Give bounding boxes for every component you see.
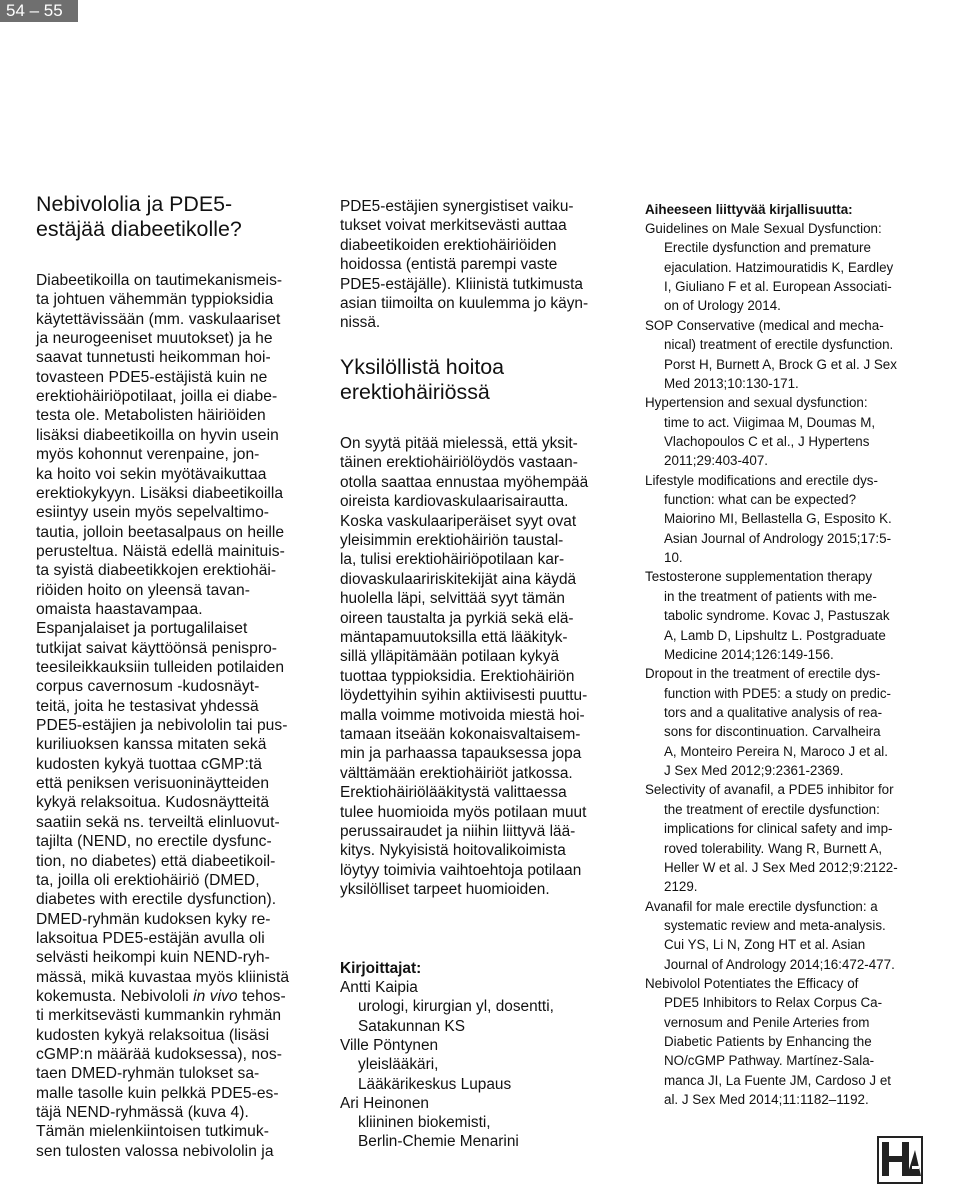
body-text-line: cGMP:n määrää kudoksessa), nos-: [36, 1046, 282, 1063]
body-text-line: tamaan itseään kokonaisvaltaisem-: [340, 726, 581, 743]
body-text-line: tion, no diabetes) että diabeetikoil-: [36, 852, 276, 870]
reference-start: Avanafil for male erectile dysfunction: a: [645, 898, 878, 914]
body-text-line: esiintyy usein myös sepelvaltimo-: [36, 504, 270, 522]
body-text-line: testa ole. Metabolisten häiriöiden: [36, 407, 266, 425]
author-name: Ari Heinonen: [340, 1094, 429, 1112]
reference-line: PDE5 Inhibitors to Relax Corpus Ca-: [664, 995, 883, 1011]
body-text-line: tautia, jolloin beetasalpaus on heille: [36, 523, 285, 541]
reference-line: Asian Journal of Andrology 2015;17:5-: [664, 530, 892, 546]
body-text-line: tukset voivat merkitsevästi auttaa: [340, 217, 567, 235]
reference-line: on of Urology 2014.: [664, 298, 781, 314]
reference-line: tors and a qualitative analysis of rea-: [664, 705, 883, 720]
body-text-line: ja neurogeeniset muutokset) ja he: [36, 330, 273, 348]
reference-line: J Sex Med 2012;9:2361-2369.: [664, 763, 844, 779]
body-text-line: tovasteen PDE5-estäjistä kuin ne: [36, 368, 268, 386]
body-text-line: PDE5-estäjien ja nebivololin tai pus-: [36, 717, 288, 735]
body-text-line: Tämän mielenkiintoisen tutkimuk-: [36, 1123, 269, 1141]
logo-icon: [877, 1136, 923, 1184]
body-text-line: kitys. Nykyisistä hoitovalikoimista: [340, 842, 566, 860]
body-text-line: lisäksi diabeetikoilla on hyvin usein: [36, 426, 279, 444]
body-text-line: Espanjalaiset ja portugalilaiset: [36, 620, 248, 638]
body-text-line: perussairaudet ja niihin liittyvä lää-: [340, 823, 576, 840]
body-text-line: On syytä pitää mielessä, että yksit-: [340, 435, 578, 452]
body-text-line: hoidossa (entistä parempi vaste: [340, 256, 558, 274]
body-text-line: ti merkitsevästi kummankin ryhmän: [36, 1007, 282, 1025]
body-text-line: omaista haastavampaa.: [36, 600, 203, 618]
author-detail: kliininen biokemisti,: [358, 1114, 491, 1132]
reference-line: the treatment of erectile dysfunction:: [664, 801, 880, 817]
body-text-line: asian tiimoilta on kuulemma jo käyn-: [340, 295, 589, 312]
reference-line: 2129.: [664, 879, 698, 895]
body-text-line: huolella läpi, selvittää syyt tämän: [340, 590, 565, 608]
reference-line: Diabetic Patients by Enhancing the: [664, 1034, 872, 1050]
reference-start: Selectivity of avanafil, a PDE5 inhibitor for: [645, 782, 894, 798]
body-text-line: selvästi heikompi kuin NEND-ryh-: [36, 949, 270, 967]
body-text-line: erektiohäiriöpotilaat, joilla ei diabe-: [36, 388, 278, 406]
body-text-line: diovaskulaaririskitekijät aina käydä: [340, 570, 577, 588]
reference-start: Hypertension and sexual dysfunction:: [645, 395, 868, 411]
body-text-line: käytettävissään (mm. vaskulaariset: [36, 310, 281, 328]
body-text-line: kudosten kykyä tuottaa cGMP:tä: [36, 755, 262, 773]
page-number: 54 – 55: [6, 1, 63, 20]
body-text-line: PDE5-estäjien synergistiset vaiku-: [340, 198, 574, 215]
body-text-line: riöiden hoito on yleensä tavan-: [36, 581, 250, 599]
reference-start: Nebivolol Potentiates the Efficacy of: [645, 976, 859, 992]
body-text-line: myös kohonnut verenpaine, jon-: [36, 446, 260, 464]
body-text-line: kykyä relaksoitua. Kudosnäytteitä: [36, 794, 270, 812]
author-detail: Lääkärikeskus Lupaus: [358, 1075, 512, 1093]
reference-line: systematic review and meta-analysis.: [664, 917, 886, 933]
reference-line: Med 2013;10:130-171.: [664, 375, 799, 391]
body-text-line: malla voimme motivoida miestä hoi-: [340, 706, 585, 724]
body-text-line: yleisimmin erektiohäiriön taustal-: [340, 532, 564, 549]
body-text-line: yksilölliset tarpeet huomioiden.: [340, 881, 550, 899]
body-text-line: laksoitua PDE5-estäjän avulla oli: [36, 929, 265, 947]
body-text-line: välttämään erektiohäiriöt jatkossa.: [340, 764, 573, 782]
reference-line: nical) treatment of erectile dysfunction.: [664, 337, 894, 353]
body-text-line: ta syistä diabeetikkojen erektiohäi-: [36, 562, 277, 580]
body-text-line: malle tasolle kuin pelkkä PDE5-es-: [36, 1084, 279, 1102]
reference-line: al. J Sex Med 2014;11:1182–1192.: [664, 1092, 869, 1108]
section-title: erektiohäiriössä: [340, 380, 490, 404]
body-text-line: tuottaa typpioksidia. Erektiohäiriön: [340, 667, 575, 685]
reference-line: 10.: [664, 550, 683, 566]
reference-start: Lifestyle modifications and erectile dys-: [645, 472, 878, 488]
reference-line: I, Giuliano F et al. European Associati-: [664, 279, 892, 295]
body-text-line: min ja parhaassa tapauksessa jopa: [340, 745, 582, 763]
reference-line: implications for clinical safety and imp-: [664, 821, 893, 837]
reference-line: manca JI, La Fuente JM, Cardoso J et: [664, 1072, 892, 1088]
reference-line: Medicine 2014;126:149-156.: [664, 646, 834, 662]
body-text-line: täjä NEND-ryhmässä (kuva 4).: [36, 1104, 249, 1122]
body-text-line: ta, joilla oli erektiohäiriö (DMED,: [36, 871, 260, 889]
reference-line: function: what can be expected?: [664, 492, 857, 508]
publisher-logo: [877, 1136, 923, 1184]
body-text-line: oireista kardiovaskulaarisairautta.: [340, 493, 569, 511]
body-text-line: ta johtuen vähemmän typpioksidia: [36, 291, 274, 309]
body-text-line: sen tulosten valossa nebivololin ja: [36, 1142, 274, 1160]
body-text-line: löytyy toimivia vaihtoehtoja potilaan: [340, 861, 582, 879]
page-number-box: [0, 0, 78, 22]
author-name: Antti Kaipia: [340, 979, 418, 996]
body-text-line: täinen erektiohäiriölöydös vastaan-: [340, 454, 578, 472]
reference-start: Dropout in the treatment of erectile dys-: [645, 666, 881, 682]
body-text-line: tulee huomioida myös potilaan muut: [340, 803, 587, 821]
body-text-line: Diabeetikoilla on tautimekanismeis-: [36, 272, 283, 289]
body-text-line: saatiin sekä ns. terveiltä elinluovut-: [36, 813, 280, 831]
body-text-line: DMED-ryhmän kudoksen kyky re-: [36, 910, 271, 928]
body-text-line: Koska vaskulaariperäiset syyt ovat: [340, 512, 577, 530]
reference-line: A, Monteiro Pereira N, Maroco J et al.: [664, 743, 889, 759]
body-text-line: otolla saattaa ennustaa myöhempää: [340, 473, 589, 491]
body-text-line: ka hoito voi sekin myötävaikuttaa: [36, 465, 267, 483]
body-text-line: taen DMED-ryhmän tulokset sa-: [36, 1065, 260, 1083]
body-text-line: saavat tunnetusti heikomman hoi-: [36, 349, 271, 367]
section-title: Yksilöllistä hoitoa: [340, 355, 505, 379]
body-text-line: erektiokykyyn. Lisäksi diabeetikoilla: [36, 484, 284, 502]
body-text-line: tutkijat saivat käyttöönsä penispro-: [36, 639, 278, 657]
reference-line: 2011;29:403-407.: [664, 453, 768, 469]
body-text-line: teesileikkauksiin tulleiden potilaiden: [36, 659, 285, 676]
reference-line: function with PDE5: a study on predic-: [664, 685, 892, 701]
reference-line: Cui YS, Li N, Zong HT et al. Asian: [664, 937, 866, 953]
body-text-line: löydettyihin syihin aktiivisesti puuttu-: [340, 687, 588, 705]
body-text-line: corpus cavernosum -kudosnäyt-: [36, 678, 260, 696]
body-text-line: tajilta (NEND, no erectile dysfunc-: [36, 833, 272, 851]
reference-line: tabolic syndrome. Kovac J, Pastuszak: [664, 608, 890, 624]
author-name: Ville Pöntynen: [340, 1036, 439, 1054]
reference-line: Journal of Andrology 2014;16:472-477.: [664, 956, 895, 972]
author-detail: yleislääkäri,: [358, 1056, 439, 1074]
body-text-line: oireen taustalta ja pyrkiä sekä elä-: [340, 609, 574, 627]
body-text-line: diabetes with erectile dysfunction).: [36, 891, 277, 909]
body-text-line: teitä, joita he testasivat yhdessä: [36, 697, 259, 715]
body-text-line: perusteltua. Näistä edellä mainituis-: [36, 542, 285, 560]
reference-start: Testosterone supplementation therapy: [645, 569, 873, 585]
reference-line: Vlachopoulos C et al., J Hypertens: [664, 433, 870, 449]
author-detail: Satakunnan KS: [358, 1017, 465, 1035]
author-detail: urologi, kirurgian yl, dosentti,: [358, 998, 554, 1016]
body-text-line: sillä ylläpitämään potilaan kykyä: [340, 648, 560, 666]
reference-line: NO/cGMP Pathway. Martínez-Sala-: [664, 1053, 875, 1069]
body-text-line: että peniksen verisuoninäytteiden: [36, 775, 270, 793]
body-text-line: nissä.: [340, 314, 381, 332]
reference-line: in the treatment of patients with me-: [664, 588, 877, 604]
reference-line: ejaculation. Hatzimouratidis K, Eardley: [664, 259, 894, 275]
body-text-line: diabeetikoiden erektiohäiriöiden: [340, 236, 557, 254]
body-text-line: mäntapamuutoksilla että lääkityk-: [340, 629, 568, 646]
reference-start: Guidelines on Male Sexual Dysfunction:: [645, 221, 882, 236]
author-detail: Berlin-Chemie Menarini: [358, 1133, 519, 1151]
authors-heading: Kirjoittajat:: [340, 960, 422, 977]
reference-start: SOP Conservative (medical and mecha-: [645, 317, 884, 333]
body-text-line: kuriliuoksen kanssa mitaten sekä: [36, 736, 267, 754]
body-text-line: la, tulisi erektiohäiriöpotilaan kar-: [340, 551, 565, 569]
reference-line: A, Lamb D, Lipshultz L. Postgraduate: [664, 627, 886, 643]
reference-line: time to act. Viigimaa M, Doumas M,: [664, 414, 876, 430]
reference-line: sons for discontinuation. Carvalheira: [664, 724, 881, 740]
reference-line: Heller W et al. J Sex Med 2012;9:2122-: [664, 859, 898, 875]
reference-line: Porst H, Burnett A, Brock G et al. J Sex: [664, 356, 897, 372]
article-title: estäjää diabeetikolle?: [36, 217, 242, 241]
article-title: Nebivololia ja PDE5-: [36, 192, 233, 216]
body-text-line: PDE5-estäjälle). Kliinistä tutkimusta: [340, 275, 583, 293]
body-text-line: Erektiohäiriölääkitystä valittaessa: [340, 784, 567, 802]
reference-line: vernosum and Penile Arteries from: [664, 1014, 870, 1030]
reference-line: Maiorino MI, Bellastella G, Esposito K.: [664, 511, 892, 527]
reference-line: Erectile dysfunction and premature: [664, 240, 871, 256]
reference-line: roved tolerability. Wang R, Burnett A,: [664, 840, 883, 856]
body-text-line: mässä, mikä kuvastaa myös kliinistä: [36, 968, 290, 986]
body-text-line: kokemusta. Nebivololi in vivo tehos-: [36, 987, 286, 1005]
body-text-line: kudosten kykyä relaksoitua (lisäsi: [36, 1026, 270, 1044]
references-heading: Aiheeseen liittyvää kirjallisuutta:: [645, 202, 853, 217]
